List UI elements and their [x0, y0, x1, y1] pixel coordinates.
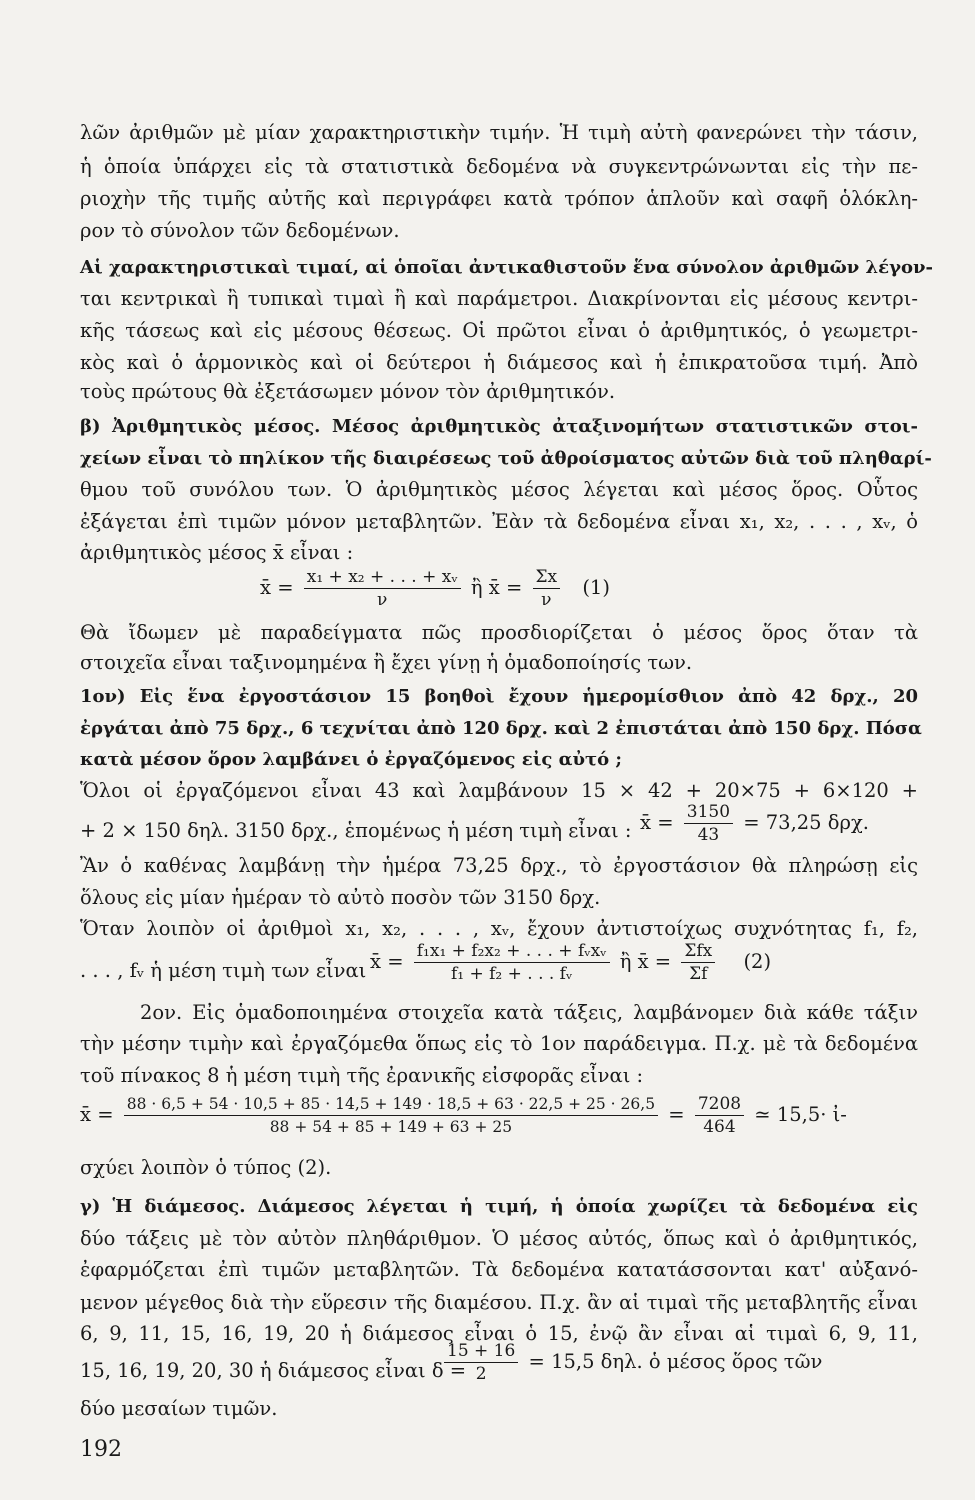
text-line: λῶν ἀριθμῶν μὲ μίαν χαρακτηριστικὴν τιμήν. Ἡ τιμὴ αὐτὴ φανερώνει τὴν τάσιν, [80, 121, 918, 144]
text-line: χείων εἶναι τὸ πηλίκον τῆς διαιρέσεως τοῦ ἀθροίσματος αὐτῶν διὰ τοῦ πληθαρί- [80, 448, 932, 469]
eqm-den: 43 [697, 825, 720, 845]
eqmed-rhs: = 15,5 δηλ. ὁ μέσος ὅρος τῶν [528, 1350, 823, 1373]
equation-mean [640, 801, 869, 846]
equation-2 [370, 940, 771, 985]
eq1-lhs: x̄ = [260, 576, 294, 599]
eq2-num2: Σfx [681, 940, 715, 963]
eq3-lhs: x̄ = [80, 1103, 114, 1126]
eqm-num: 3150 [684, 801, 733, 824]
eq3-num2: 7208 [695, 1093, 744, 1116]
eq3-rhs: ≃ 15,5· ἰ- [754, 1103, 847, 1126]
eqm-rhs: = 73,25 δρχ. [743, 811, 869, 834]
eqmed-num: 15 + 16 [444, 1340, 518, 1363]
eq3-den: 88 + 54 + 85 + 149 + 63 + 25 [269, 1118, 513, 1136]
text-line: θμου τοῦ συνόλου των. Ὁ ἀριθμητικὸς μέσος λέγεται καὶ μέσος ὅρος. Οὗτος [80, 478, 918, 501]
text-line: δύο μεσαίων τιμῶν. [80, 1397, 278, 1420]
equation-median [440, 1340, 822, 1385]
eq1-den: ν [377, 590, 388, 610]
text-line: 15, 16, 19, 20, 30 ἡ διάμεσος εἶναι δ = [80, 1359, 467, 1382]
text-line: κατὰ μέσον ὅρον λαμβάνει ὁ ἐργαζόμενος εἰς αὐτό ; [80, 749, 622, 770]
eq2-lhs: x̄ = [370, 950, 404, 973]
text-line: ἀριθμητικὸς μέσος x̄ εἶναι : [80, 541, 354, 564]
text-line: τοὺς πρώτους θὰ ἐξετάσωμεν μόνον τὸν ἀριθμητικόν. [80, 380, 616, 403]
section-heading: β) Ἀριθμητικὸς μέσος. Μέσος ἀριθμητικὸς ἀταξινομήτων στατιστικῶν στοι- [80, 416, 918, 437]
eq1-or: ἢ [470, 576, 483, 599]
text-line: ἡ ὁποία ὑπάρχει εἰς τὰ στατιστικὰ δεδομένα νὰ συγκεντρώνωνται εἰς τὴν πε- [80, 155, 918, 178]
eq2-or: ἢ [619, 950, 632, 973]
text-line: ὅλους εἰς μίαν ἡμέραν τὸ αὐτὸ ποσὸν τῶν 3150 δρχ. [80, 886, 601, 909]
text-line: Αἱ χαρακτηριστικαὶ τιμαί, αἱ ὁποῖαι ἀντικαθιστοῦν ἕνα σύνολον ἀριθμῶν λέγον- [80, 257, 933, 278]
text-line: δύο τάξεις μὲ τὸν αὐτὸν πληθάριθμον. Ὁ μέσος αὐτός, ὅπως καὶ ὁ ἀριθμητικός, [80, 1227, 918, 1250]
text-line: Ὅταν λοιπὸν οἱ ἀριθμοὶ x₁, x₂, . . . , xᵥ, ἔχουν ἀντιστοίχως συχνότητας f₁, f₂, [80, 917, 918, 940]
eq1-num2: Σx [533, 566, 561, 589]
text-line: μενον μέγεθος διὰ τὴν εὕρεσιν τῆς διαμέσου. Π.χ. ἂν αἱ τιμαὶ τῆς μεταβλητῆς εἶναι [80, 1291, 918, 1314]
eq1-lhs2: x̄ = [488, 576, 523, 599]
text-line: ριοχὴν τῆς τιμῆς αὐτῆς καὶ περιγράφει κατὰ τρόπον ἁπλοῦν καὶ σαφῆ ὁλόκλη- [80, 187, 918, 210]
eqmed-den: 2 [475, 1364, 487, 1384]
text-line: τοῦ πίνακος 8 ἡ μέση τιμὴ τῆς ἐρανικῆς εἰσφορᾶς εἶναι : [80, 1064, 644, 1087]
text-line: ἐξάγεται ἐπὶ τιμῶν μόνον μεταβλητῶν. Ἐὰν τὰ δεδομένα εἶναι x₁, x₂, . . . , xᵥ, ὁ [80, 510, 918, 533]
eq2-den2: Σf [689, 964, 708, 984]
text-line: Ὅλοι οἱ ἐργαζόμενοι εἶναι 43 καὶ λαμβάνουν 15 × 42 + 20×75 + 6×120 + [80, 779, 918, 802]
eq2-den: f₁ + f₂ + . . . fᵥ [450, 964, 573, 984]
text-line: + 2 × 150 δηλ. 3150 δρχ., ἑπομένως ἡ μέση τιμὴ εἶναι : [80, 819, 632, 842]
text-line: στοιχεῖα εἶναι ταξινομημένα ἢ ἔχει γίνῃ ἡ ὁμαδοποίησίς των. [80, 651, 693, 674]
text-line: κῆς τάσεως καὶ εἰς μέσους θέσεως. Οἱ πρῶτοι εἶναι ὁ ἀριθμητικός, ὁ γεωμετρι- [80, 319, 918, 342]
text-line: τὴν μέσην τιμὴν καὶ ἐργαζόμεθα ὅπως εἰς τὸ 1ον παράδειγμα. Π.χ. μὲ τὰ δεδομένα [80, 1032, 918, 1055]
text-line: 2ον. Εἰς ὁμαδοποιημένα στοιχεῖα κατὰ τάξεις, λαμβάνομεν διὰ κάθε τάξιν [140, 1001, 918, 1024]
text-line: σχύει λοιπὸν ὁ τύπος (2). [80, 1156, 332, 1179]
text-line: ἐργάται ἀπὸ 75 δρχ., 6 τεχνίται ἀπὸ 120 δρχ. καὶ 2 ἐπιστάται ἀπὸ 150 δρχ. Πόσα [80, 718, 922, 739]
text-line: κὸς καὶ ὁ ἁρμονικὸς καὶ οἱ δεύτεροι ἡ διάμεσος καὶ ἡ ἐπικρατοῦσα τιμή. Ἀπὸ [80, 351, 918, 374]
page-number: 192 [80, 1437, 122, 1462]
eq1-den2: ν [541, 590, 552, 610]
section-heading: γ) Ἡ διάμεσος. Διάμεσος λέγεται ἡ τιμή, ἡ ὁποία χωρίζει τὰ δεδομένα εἰς [80, 1196, 918, 1217]
eq3-num: 88 · 6,5 + 54 · 10,5 + 85 · 14,5 + 149 · 18,5 + 63 · 22,5 + 25 · 26,5 [124, 1093, 658, 1116]
text-line: Ἂν ὁ καθένας λαμβάνῃ τὴν ἡμέρα 73,25 δρχ., τὸ ἐργοστάσιον θὰ πληρώσῃ εἰς [80, 854, 918, 877]
eq2-tag: (2) [743, 950, 772, 973]
eq2-lhs2: x̄ = [637, 950, 672, 973]
eq1-tag: (1) [582, 576, 610, 599]
text-line: Θὰ ἴδωμεν μὲ παραδείγματα πῶς προσδιορίζεται ὁ μέσος ὅρος ὅταν τὰ [80, 621, 918, 644]
text-line: 6, 9, 11, 15, 16, 19, 20 ἡ διάμεσος εἶναι ὁ 15, ἐνῷ ἂν εἶναι αἱ τιμαὶ 6, 9, 11, [80, 1322, 918, 1345]
eq3-eq: = [668, 1103, 685, 1126]
text-line: ρον τὸ σύνολον τῶν δεδομένων. [80, 219, 400, 242]
equation-1 [260, 566, 610, 611]
text-line: . . . , fᵥ ἡ μέση τιμὴ των εἶναι [80, 959, 367, 982]
eqm-lhs: x̄ = [640, 811, 674, 834]
eq2-num: f₁x₁ + f₂x₂ + . . . + fᵥxᵥ [414, 940, 610, 963]
eq3-den2: 464 [703, 1117, 736, 1137]
text-line: ἐφαρμόζεται ἐπὶ τιμῶν μεταβλητῶν. Τὰ δεδομένα κατατάσσονται κατ' αὐξανό- [80, 1258, 918, 1281]
text-line: ται κεντρικαὶ ἢ τυπικαὶ τιμαὶ ἢ καὶ παράμετροι. Διακρίνονται εἰς μέσους κεντρι- [80, 287, 918, 310]
eq1-num: x₁ + x₂ + . . . + xᵥ [304, 566, 461, 589]
example-heading: 1ον) Εἰς ἕνα ἐργοστάσιον 15 βοηθοὶ ἔχουν ἡμερομίσθιον ἀπὸ 42 δρχ., 20 [80, 686, 918, 707]
equation-3 [80, 1093, 847, 1138]
